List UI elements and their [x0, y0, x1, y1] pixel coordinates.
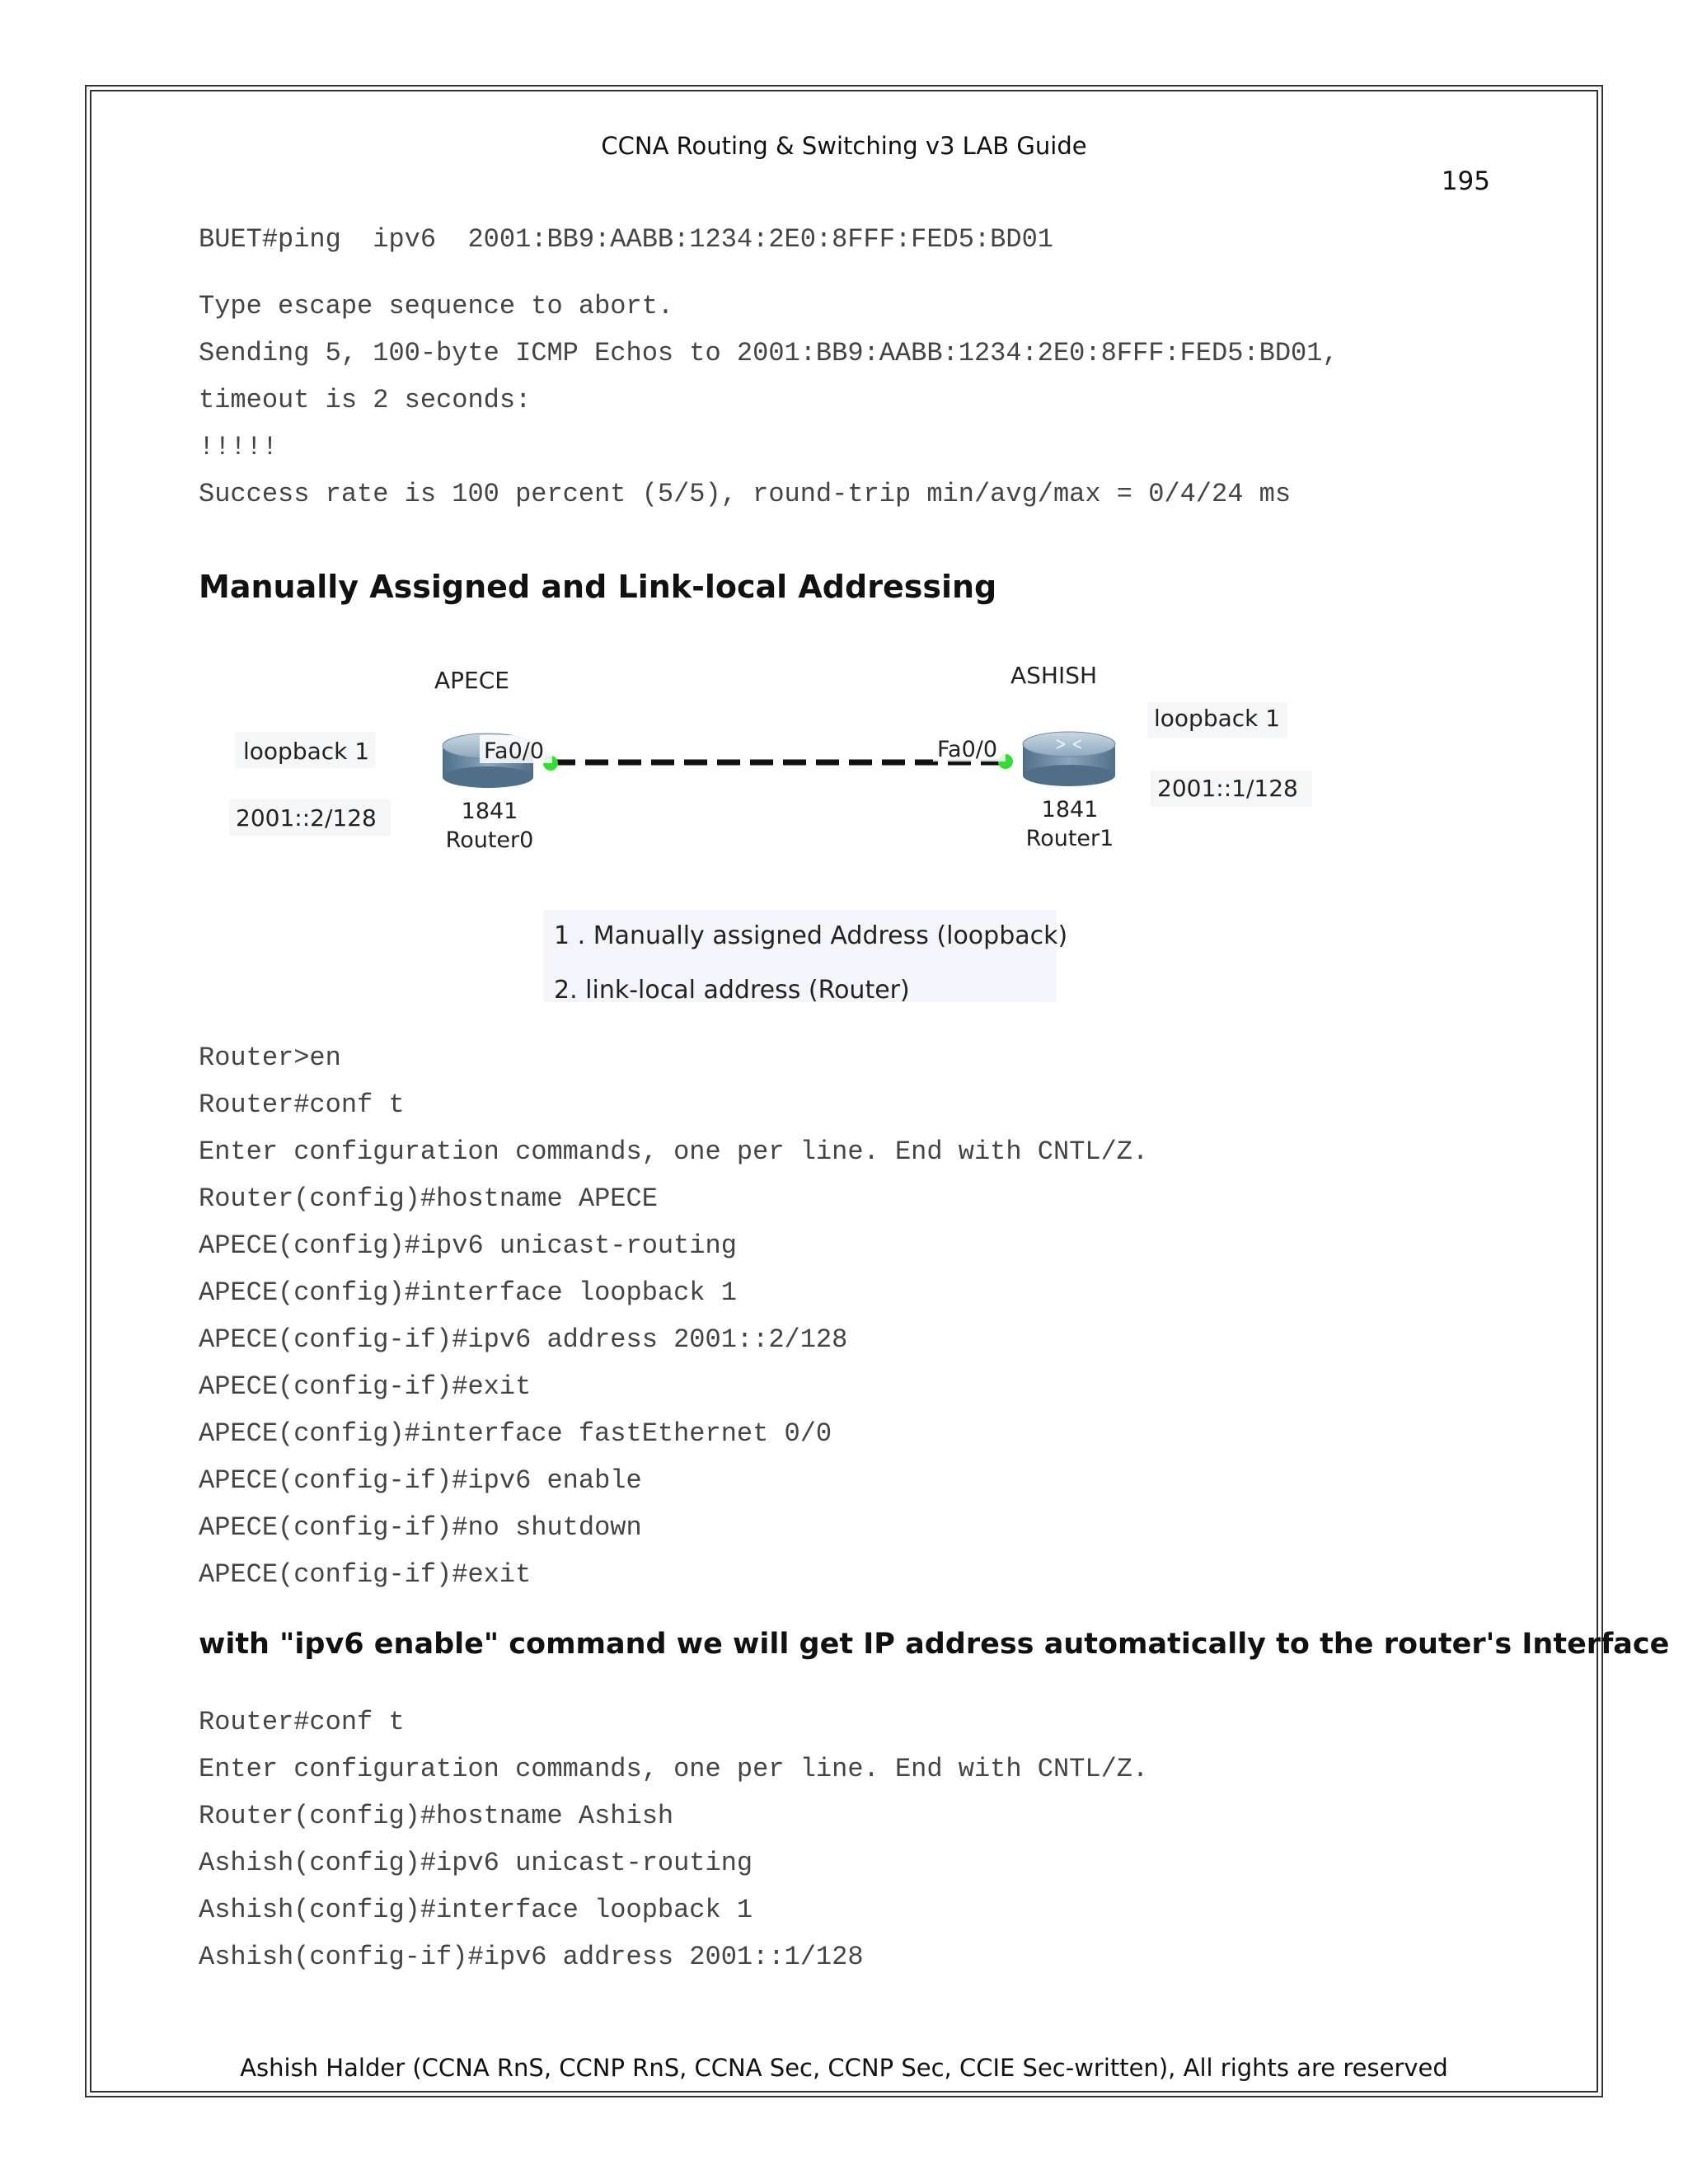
- config-line: APECE(config-if)#ipv6 enable: [199, 1465, 642, 1496]
- config-line: APECE(config-if)#ipv6 address 2001::2/128: [199, 1324, 848, 1355]
- ping-output-line: !!!!!: [199, 432, 279, 462]
- ping-output-line: Sending 5, 100-byte ICMP Echos to 2001:BB9:AABB:1234:2E0:8FFF:FED5:BD01,: [199, 338, 1339, 368]
- config-line: APECE(config)#ipv6 unicast-routing: [199, 1230, 737, 1261]
- router1-loopback-label: loopback 1: [1154, 705, 1281, 732]
- ping-output-line: Type escape sequence to abort.: [199, 291, 674, 321]
- config-line: APECE(config-if)#no shutdown: [199, 1512, 642, 1543]
- legend-item-manual: 1 . Manually assigned Address (loopback): [554, 921, 1068, 950]
- config-line: Ashish(config-if)#ipv6 address 2001::1/128: [199, 1942, 864, 1972]
- topology-diagram: [0, 0, 1688, 907]
- note-heading: with "ipv6 enable" command we will get IP address automatically to the router's Interface: [199, 1628, 1670, 1661]
- config-line: APECE(config-if)#exit: [199, 1559, 532, 1590]
- router0-hostname: APECE: [434, 667, 509, 694]
- router0-interface-label: Fa0/0: [484, 738, 545, 764]
- router1-hostname: ASHISH: [1010, 662, 1098, 689]
- config-line: APECE(config-if)#exit: [199, 1371, 532, 1402]
- config-line: APECE(config)#interface fastEthernet 0/0: [199, 1418, 832, 1449]
- config-line: Enter configuration commands, one per line. End with CNTL/Z.: [199, 1754, 1149, 1784]
- running-header: CCNA Routing & Switching v3 LAB Guide: [601, 132, 1087, 160]
- config-line: Router#conf t: [199, 1707, 405, 1737]
- ping-output-line: timeout is 2 seconds:: [199, 385, 532, 415]
- section-heading: Manually Assigned and Link-local Addressing: [199, 569, 997, 605]
- page-footer: Ashish Halder (CCNA RnS, CCNP RnS, CCNA Sec, CCNP Sec, CCIE Sec-written), All rights are reserved: [240, 2054, 1448, 2082]
- config-line: Ashish(config)#ipv6 unicast-routing: [199, 1848, 753, 1878]
- router0-loopback-address: 2001::2/128: [236, 804, 377, 832]
- router1-interface-label: Fa0/0: [937, 737, 998, 762]
- config-line: Router>en: [199, 1043, 341, 1073]
- page-number: 195: [1441, 166, 1490, 196]
- router0-loopback-label: loopback 1: [243, 738, 370, 765]
- config-line: Router(config)#hostname APECE: [199, 1183, 658, 1214]
- config-line: Enter configuration commands, one per line. End with CNTL/Z.: [199, 1137, 1149, 1167]
- router1-icon: [1023, 732, 1115, 786]
- router1-loopback-address: 2001::1/128: [1157, 775, 1298, 802]
- config-line: Router#conf t: [199, 1090, 405, 1120]
- ping-command: BUET#ping ipv6 2001:BB9:AABB:1234:2E0:8FFF:FED5:BD01: [199, 224, 1053, 255]
- router0-name: Router0: [445, 827, 534, 853]
- router0-model: 1841: [461, 799, 518, 824]
- legend-item-link-local: 2. link-local address (Router): [554, 976, 910, 1005]
- router1-name: Router1: [1025, 826, 1114, 851]
- config-line: APECE(config)#interface loopback 1: [199, 1277, 737, 1308]
- router1-model: 1841: [1041, 797, 1099, 823]
- ping-output-line: Success rate is 100 percent (5/5), round-trip min/avg/max = 0/4/24 ms: [199, 479, 1292, 509]
- config-line: Router(config)#hostname Ashish: [199, 1801, 674, 1831]
- config-line: Ashish(config)#interface loopback 1: [199, 1895, 753, 1925]
